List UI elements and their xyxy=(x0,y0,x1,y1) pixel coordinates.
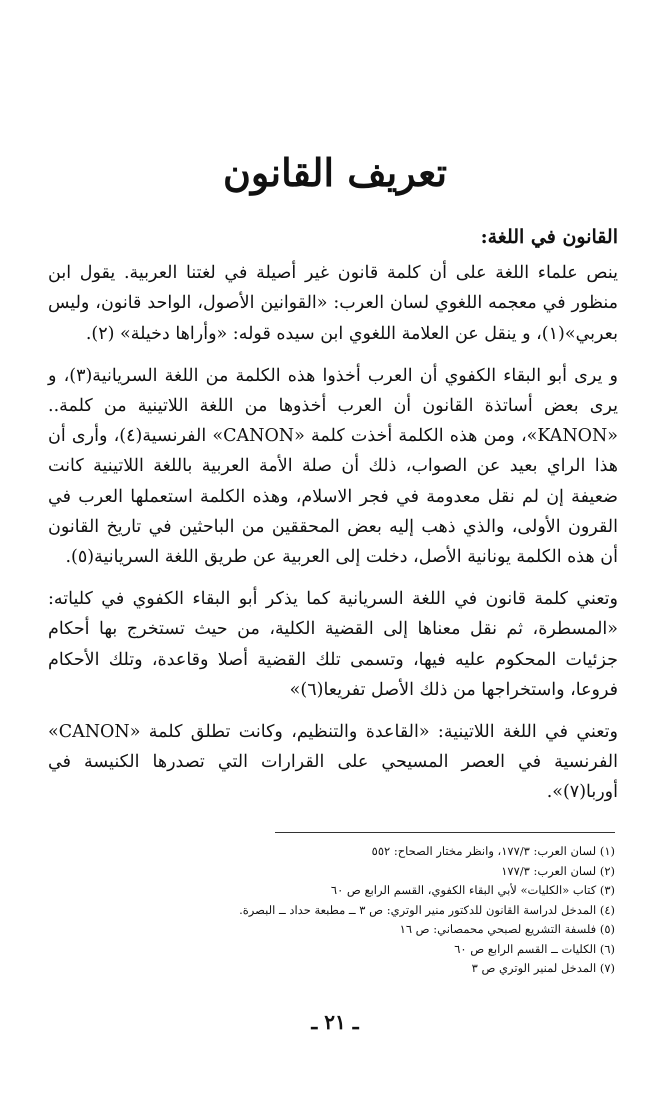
footnote-6: (٦) الكليات ــ القسم الرابع ص ٦٠ xyxy=(454,941,615,956)
section-heading: القانون في اللغة: xyxy=(480,226,618,248)
paragraph-4: وتعني في اللغة اللاتينية: «القاعدة والتنظيم، وكانت تطلق كلمة «CANON» الفرنسية في العصر المسيحي على القرارات التي تصدرها الكنيسة في أوربا(٧)». xyxy=(48,722,618,803)
chapter-title: تعريف القانون xyxy=(222,150,448,195)
footnote-3: (٣) كتاب «الكليات» لأبي البقاء الكفوي، القسم الرابع ص ٦٠ xyxy=(330,883,615,897)
paragraph-2: و يرى أبو البقاء الكفوي أن العرب أخذوا هذه الكلمة من اللغة السريانية(٣)، و يرى بعض أساتذة القانون أن العرب أخذوها من اللغة اللاتينية من كلمة.. «KANON»، ومن هذه الكلمة أخذت كلمة «CANON» الفرنسية(٤)، وأرى أن هذا الراي بعيد عن الصواب، ذلك أن صلة الأمة العربية باللغة اللاتينية كانت ضعيفة إن لم نقل معدومة في فجر الاسلام، وهذه الكلمة استعملها العرب في القرون الأولى، والذي ذهب إليه بعض المحققين من الباحثين في تاريخ القانون أن هذه الكلمة يونانية الأصل، دخلت إلى العربية عن طريق اللغة السريانية(٥). xyxy=(48,365,619,568)
footnote-5: (٥) فلسفة التشريع لصبحي محمصاني: ص ١٦ xyxy=(399,922,615,936)
paragraph-3: وتعني كلمة قانون في اللغة السريانية كما يذكر أبو البقاء الكفوي في كلياته: «المسطرة، ثم نقل معناها إلى القضية الكلية، من حيث تستخرج بها أحكام جزئيات المحكوم عليه فيها، وتسمى تلك القضية أصلا وقاعدة، وتلك الأحكام فروعا، واستخراجها من ذلك الأصل تفريعا(٦)» xyxy=(48,589,618,700)
paragraph-1: ينص علماء اللغة على أن كلمة قانون غير أصيلة في لغتنا العربية. يقول ابن منظور في معجمه اللغوي لسان العرب: «القوانين الأصول، الواحد قانون، وليس بعربي»(١)، و ينقل عن العلامة اللغوي ابن سيده قوله: «وأراها دخيلة» (٢). xyxy=(48,263,618,344)
footnote-4: (٤) المدخل لدراسة القانون للدكتور منير الوتري: ص ٣ ــ مطبعة حداد ــ البصرة. xyxy=(239,902,615,917)
footnote-divider xyxy=(275,832,615,833)
footnote-1: (١) لسان العرب: ١٧٧/٣، وانظر مختار الصحاح: ٥٥٢ xyxy=(371,844,615,858)
footnote-2: (٢) لسان العرب: ١٧٧/٣ xyxy=(501,863,615,878)
footnotes xyxy=(60,842,615,979)
page-number: ـ ٢١ ـ xyxy=(311,1010,359,1034)
footnote-7: (٧) المدخل لمنير الوتري ص ٣ xyxy=(471,961,615,975)
body-text xyxy=(48,222,618,820)
